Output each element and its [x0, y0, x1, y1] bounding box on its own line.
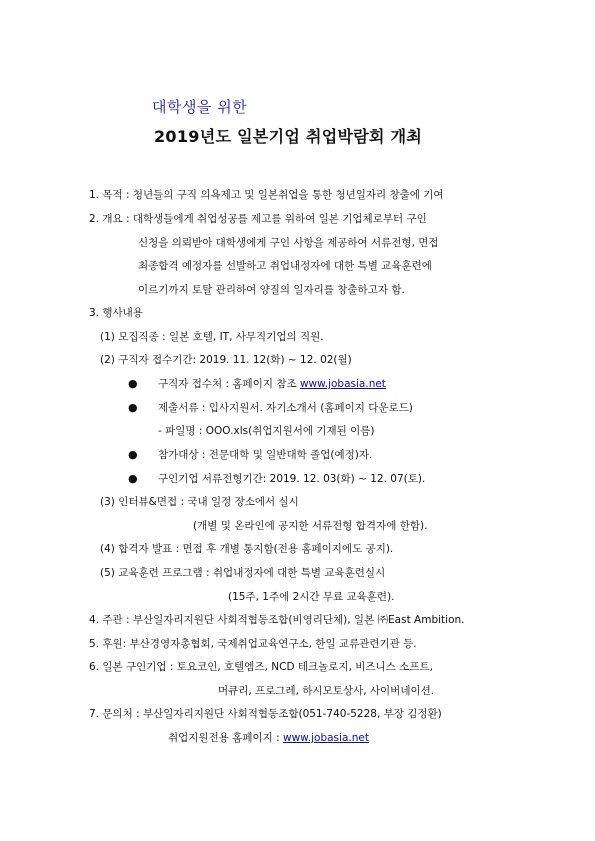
bullet-documents: 제출서류 : 입사지원서. 자기소개서 (홈페이지 다운로드) [158, 402, 413, 414]
sub-item-interview-note: (개별 및 온라인에 공지한 서류전형 합격자에 한함). [193, 520, 428, 532]
bullet-screening-period: 구인기업 서류전형기간: 2019. 12. 03(화) ~ 12. 07(토). [158, 473, 426, 485]
document-subtitle: 대학생을 위한 [152, 98, 248, 116]
item-overview-line-1: 2. 개요 : 대학생들에게 취업성공를 제고를 위하여 일본 기업체로부터 구인 [89, 213, 427, 225]
item-contact: 7. 문의처 : 부산일자리지원단 사회적협동조합(051-740-5228, 부장 김정환) [89, 708, 442, 720]
sub-item-application-period: (2) 구직자 접수기간: 2019. 11. 12(화) ~ 12. 02(월) [100, 354, 352, 366]
jobasia-link[interactable]: www.jobasia.net [282, 732, 369, 744]
item-hiring-companies-cont: 머큐리, 프로그레, 하시모토상사, 사이버네이션. [218, 685, 435, 697]
item-sponsor: 5. 후원: 부산경영자총협회, 국제취업교육연구소, 한일 교류관련기관 등. [89, 638, 417, 650]
bullet-icon: ● [128, 401, 138, 414]
item-overview-line-4: 이르기까지 토탈 관리하여 양질의 일자리를 창출하고자 함. [138, 284, 405, 296]
bullet-application-place [158, 377, 386, 391]
jobasia-link[interactable]: www.jobasia.net [299, 378, 386, 390]
item-hiring-companies: 6. 일본 구인기업 : 토요코인, 호텔엠즈, NCD 테크놀로지, 비즈니스 소프트, [89, 661, 433, 673]
sub-item-training: (5) 교육훈련 프로그램 : 취업내정자에 대한 특별 교육훈련실시 [100, 567, 386, 579]
documents-file-name: - 파일명 : OOO.xls(취업지원서에 기재된 이름) [158, 425, 375, 437]
bullet-icon: ● [128, 377, 138, 390]
homepage-label: 취업지원전용 홈페이지 : [168, 732, 283, 744]
item-purpose: 1. 목적 : 청년들의 구직 의욕제고 및 일본취업을 통한 청년일자리 창출에 기여 [89, 189, 444, 201]
bullet-icon: ● [128, 448, 138, 461]
sub-item-interview: (3) 인터뷰&면접 : 국내 일정 장소에서 실시 [100, 496, 299, 508]
sub-item-recruit-jobs: (1) 모집직종 : 일본 호텔, IT, 사무직기업의 직원. [100, 331, 324, 343]
sub-item-announcement: (4) 합격자 발표 : 면접 후 개별 통지함(전용 홈페이지에도 공지). [100, 543, 394, 555]
item-contact-homepage [168, 731, 369, 745]
item-organizer: 4. 주관 : 부산일자리지원단 사회적협동조합(비영리단체), 일본 ㈜East Ambition. [89, 614, 465, 626]
document-title: 2019년도 일본기업 취업박람회 개최 [154, 127, 423, 146]
bullet-icon: ● [128, 472, 138, 485]
item-overview-line-3: 최종합격 예정자를 선발하고 취업내정자에 대한 특별 교육훈련에 [138, 260, 432, 272]
sub-item-training-note: (15주, 1주에 2시간 무료 교육훈련). [228, 591, 395, 603]
application-place-label: 구직자 접수처 : 홈페이지 참조 [158, 378, 300, 390]
item-overview-line-2: 신청을 의뢰받아 대학생에게 구인 사항을 제공하여 서류전형, 면접 [138, 237, 439, 249]
bullet-eligibility: 참가대상 : 전문대학 및 일반대학 졸업(예정)자. [158, 449, 373, 461]
item-event-details: 3. 행사내용 [89, 307, 143, 319]
